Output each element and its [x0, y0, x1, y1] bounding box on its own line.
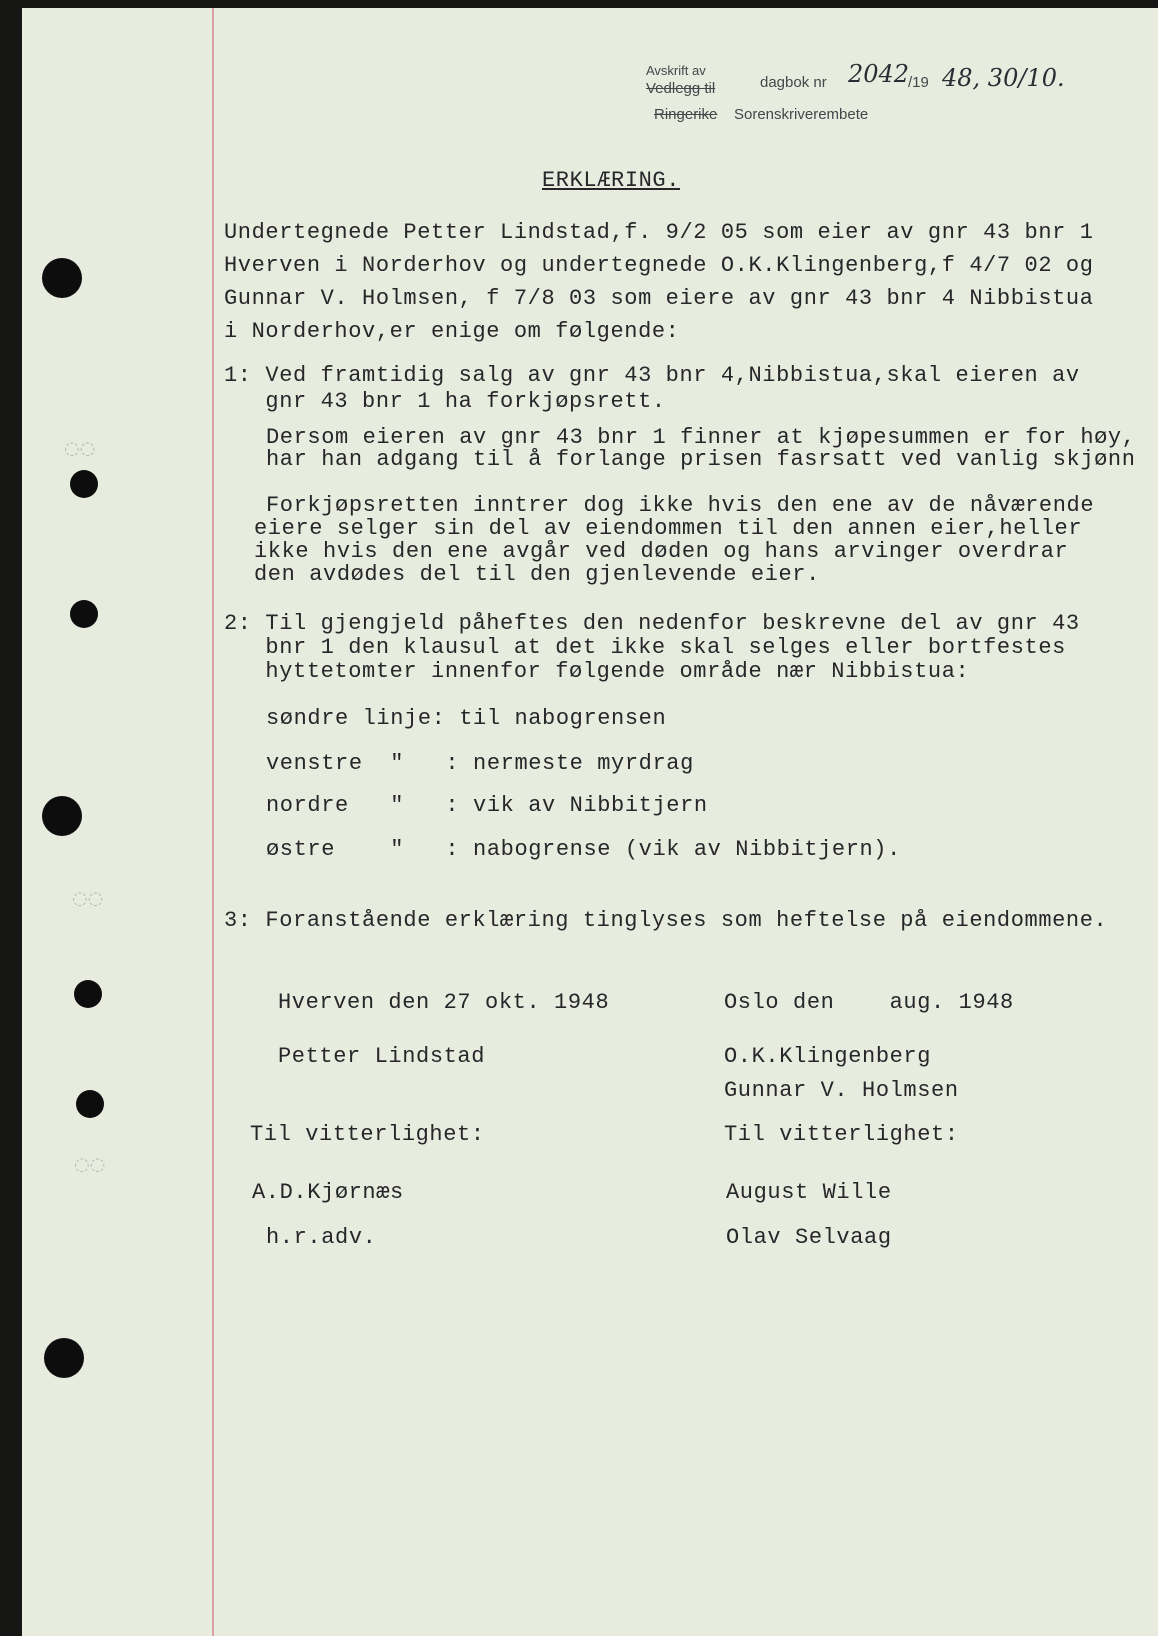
faint-mark-icon: ◌◌ — [74, 1154, 106, 1175]
point2-line: hyttetomter innenfor følgende område nær Nibbistua: — [224, 659, 970, 684]
document-title: ERKLÆRING. — [542, 168, 681, 193]
intro-line: i Norderhov,er enige om følgende: — [224, 319, 680, 344]
document-page — [22, 8, 1158, 1636]
point1-para3-line: den avdødes del til den gjenlevende eier. — [254, 562, 820, 587]
stamp-dagbok-label: dagbok nr — [760, 74, 827, 91]
stamp-office: Sorenskriverembete — [734, 106, 869, 123]
point1-para3-line: ikke hvis den ene avgår ved døden og hans arvinger overdrar — [254, 539, 1069, 564]
punch-hole — [70, 600, 98, 628]
punch-hole — [74, 980, 102, 1008]
left-witness-label: Til vitterlighet: — [250, 1122, 485, 1147]
stamp-struck-label: Vedlegg til — [646, 80, 716, 97]
right-witness: August Wille — [726, 1180, 892, 1205]
boundary-line: venstre " : nermeste myrdrag — [266, 751, 694, 776]
point1-line: 1: Ved framtidig salg av gnr 43 bnr 4,Nibbistua,skal eieren av — [224, 363, 1080, 388]
stamp-label: Avskrift av — [646, 63, 706, 78]
boundary-line: søndre linje: til nabogrensen — [266, 706, 667, 731]
boundary-line: østre " : nabogrense (vik av Nibbitjern). — [266, 837, 901, 862]
stamp-year-label: /19 — [908, 74, 929, 91]
boundary-line: nordre " : vik av Nibbitjern — [266, 793, 708, 818]
faint-mark-icon: ◌◌ — [72, 888, 104, 909]
point1-para2-line: Dersom eieren av gnr 43 bnr 1 finner at kjøpesummen er for høy, — [266, 425, 1136, 450]
right-witness: Olav Selvaag — [726, 1225, 892, 1250]
intro-line: Undertegnede Petter Lindstad,f. 9/2 05 som eier av gnr 43 bnr 1 — [224, 220, 1094, 245]
point2-line: bnr 1 den klausul at det ikke skal selges eller bortfestes — [224, 635, 1066, 660]
left-witness-title: h.r.adv. — [266, 1225, 377, 1250]
handwritten-journal-number: 2042 — [848, 60, 910, 88]
point3-line: 3: Foranstående erklæring tinglyses som heftelse på eiendommene. — [224, 908, 1108, 933]
stamp-struck-office: Ringerike — [654, 106, 718, 123]
point1-para2-line: har han adgang til å forlange prisen fasrsatt ved vanlig skjønn — [266, 447, 1136, 472]
margin-line — [212, 8, 214, 1636]
handwritten-date: 48, 30/10. — [942, 64, 1065, 92]
intro-line: Hverven i Norderhov og undertegnede O.K.Klingenberg,f 4/7 02 og — [224, 253, 1094, 278]
left-place-date: Hverven den 27 okt. 1948 — [278, 990, 610, 1015]
point2-line: 2: Til gjengjeld påheftes den nedenfor beskrevne del av gnr 43 — [224, 611, 1080, 636]
point1-para3-line: Forkjøpsretten inntrer dog ikke hvis den ene av de nåværende — [266, 493, 1095, 518]
punch-hole — [44, 1338, 84, 1378]
point1-line: gnr 43 bnr 1 ha forkjøpsrett. — [224, 389, 666, 414]
right-witness-label: Til vitterlighet: — [724, 1122, 959, 1147]
right-signer: O.K.Klingenberg — [724, 1044, 932, 1069]
right-place-date: Oslo den aug. 1948 — [724, 990, 1014, 1015]
right-signer: Gunnar V. Holmsen — [724, 1078, 959, 1103]
intro-line: Gunnar V. Holmsen, f 7/8 03 som eiere av gnr 43 bnr 4 Nibbistua — [224, 286, 1094, 311]
punch-hole — [70, 470, 98, 498]
punch-hole — [76, 1090, 104, 1118]
left-witness: A.D.Kjørnæs — [252, 1180, 404, 1205]
point1-para3-line: eiere selger sin del av eiendommen til den annen eier,heller — [254, 516, 1083, 541]
punch-hole — [42, 258, 82, 298]
left-signer: Petter Lindstad — [278, 1044, 486, 1069]
punch-hole — [42, 796, 82, 836]
faint-mark-icon: ◌◌ — [64, 438, 96, 459]
